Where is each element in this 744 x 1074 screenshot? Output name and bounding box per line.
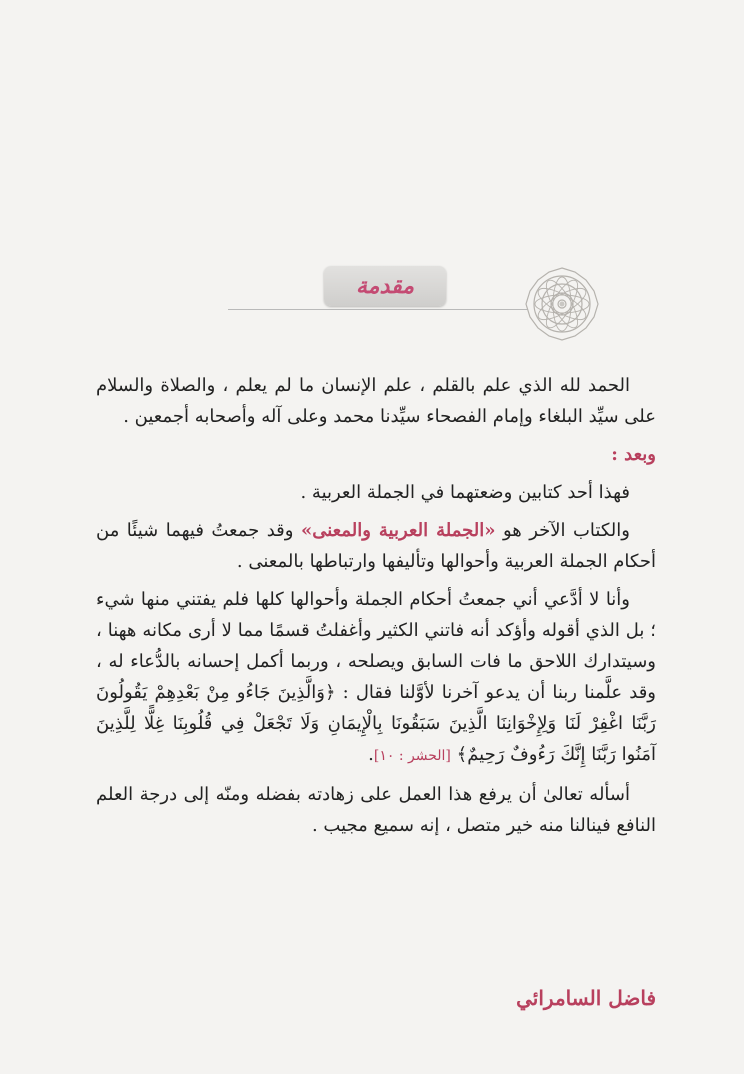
introduction-body — [96, 370, 656, 848]
rosette-ornament-icon — [524, 266, 600, 342]
header-rule — [228, 309, 528, 310]
author-signature: فاضل السامرائي — [516, 986, 656, 1010]
paragraph-three: والكتاب الآخر هو «الجملة العربية والمعنى» وقد جمعتُ فيهما شيئًا من أحكام الجملة العربية وأحوالها وتأليفها وارتباطها بالمعنى . — [96, 520, 656, 572]
paragraph-four: وأنا لا أدَّعي أني جمعتُ أحكام الجملة وأحوالها كلها فلم يفتني منها شيء ؛ بل الذي أقوله وأؤكد أنه فاتني الكثير وأغفلتُ قسمًا مما لا أرى مكانه ههنا ، وسيتدارك اللاحق ما فات السابق ويصلحه ، وربما أكمل إحسانه بالدُّعاء له ، وقد علَّمنا ربنا أن يدعو آخرنا لأوَّلنا فقال : ﴿وَالَّذِينَ جَاءُو مِنْ بَعْدِهِمْ يَقُولُونَ رَبَّنَا اغْفِرْ لَنَا وَلِإِخْوَانِنَا الَّذِينَ سَبَقُونَا بِالْإِيمَانِ وَلَا تَجْعَلْ فِي قُلُوبِنَا غِلًّا لِلَّذِينَ آمَنُوا رَبَّنَا إِنَّكَ رَءُوفٌ رَحِيمٌ﴾ [الحشر : ١٠]. — [96, 589, 656, 765]
paragraph-two: فهذا أحد كتابين وضعتهما في الجملة العربية . — [300, 482, 630, 503]
wabaad-heading: وبعد : — [611, 444, 656, 465]
quran-verse: ﴿وَالَّذِينَ جَاءُو مِنْ بَعْدِهِمْ يَقُولُونَ رَبَّنَا اغْفِرْ لَنَا وَلِإِخْوَانِنَا الَّذِينَ سَبَقُونَا بِالْإِيمَانِ وَلَا تَجْعَلْ فِي قُلُوبِنَا غِلًّا لِلَّذِينَ آمَنُوا رَبَّنَا إِنَّكَ رَءُوفٌ رَحِيمٌ﴾ — [96, 682, 656, 765]
chapter-header — [0, 250, 744, 350]
paragraph-five: أسأله تعالىٰ أن يرفع هذا العمل على زهادته بفضله ومنّه إلى درجة العلم النافع فينالنا منه خير متصل ، إنه سميع مجيب . — [96, 784, 656, 836]
verse-reference: [الحشر : ١٠] — [373, 748, 451, 764]
book-title-highlight: «الجملة العربية والمعنى» — [300, 520, 496, 541]
chapter-title: مقدمة — [355, 273, 415, 299]
paragraph-opening: الحمد لله الذي علم بالقلم ، علم الإنسان ما لم يعلم ، والصلاة والسلام على سيِّد البلغاء وإمام الفصحاء سيِّدنا محمد وعلى آله وأصحابه أجمعين . — [96, 375, 656, 427]
chapter-title-box — [324, 266, 446, 306]
